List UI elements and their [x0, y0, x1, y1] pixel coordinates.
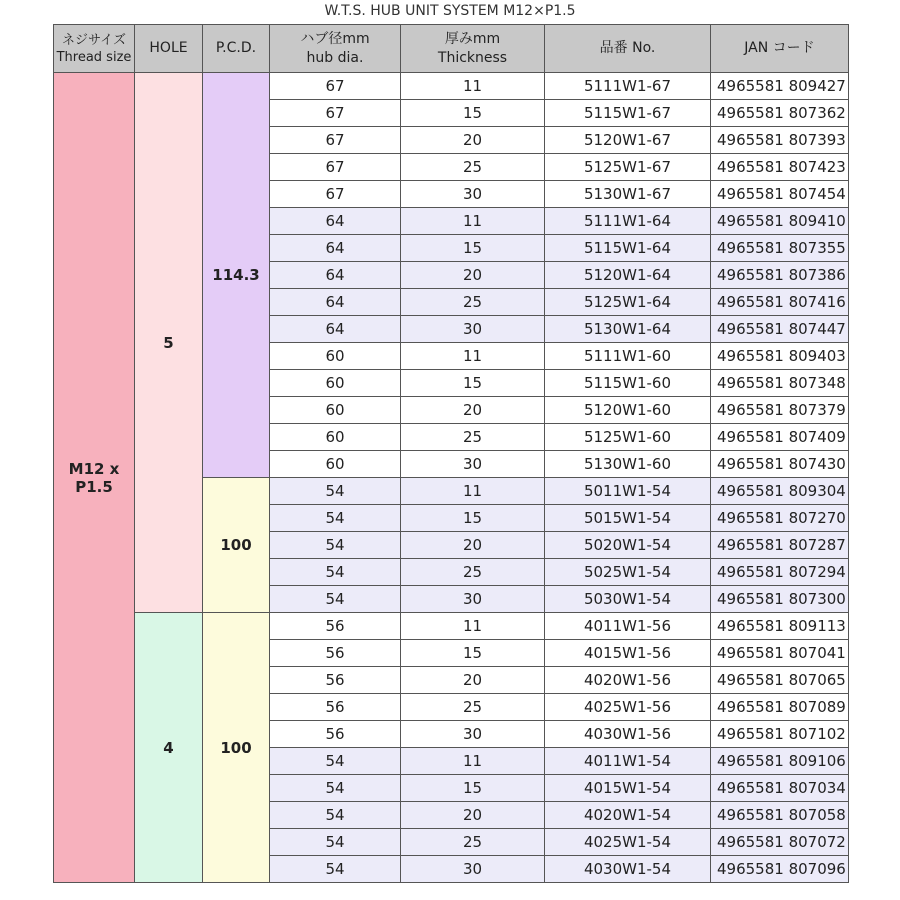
part-no-cell: 5115W1-64	[545, 235, 711, 262]
jan-code-cell: 4965581 807034	[711, 775, 849, 802]
thickness-cell: 11	[401, 343, 545, 370]
hole-cell: 4	[135, 613, 203, 883]
part-no-cell: 5015W1-54	[545, 505, 711, 532]
thickness-cell: 11	[401, 748, 545, 775]
jan-code-cell: 4965581 809304	[711, 478, 849, 505]
part-no-cell: 5130W1-60	[545, 451, 711, 478]
hub-dia-cell: 56	[270, 721, 401, 748]
jan-code-cell: 4965581 807065	[711, 667, 849, 694]
thickness-cell: 25	[401, 289, 545, 316]
thickness-cell: 25	[401, 559, 545, 586]
thickness-cell: 30	[401, 856, 545, 883]
header-pcd: P.C.D.	[203, 25, 270, 73]
thickness-cell: 15	[401, 235, 545, 262]
part-no-cell: 4020W1-56	[545, 667, 711, 694]
hub-dia-cell: 67	[270, 73, 401, 100]
part-no-cell: 4011W1-54	[545, 748, 711, 775]
thickness-cell: 20	[401, 262, 545, 289]
table-row	[54, 73, 849, 100]
thickness-cell: 30	[401, 451, 545, 478]
part-no-cell: 4025W1-54	[545, 829, 711, 856]
table-row	[54, 613, 849, 640]
jan-code-cell: 4965581 807072	[711, 829, 849, 856]
part-no-cell: 5111W1-64	[545, 208, 711, 235]
part-no-cell: 5115W1-60	[545, 370, 711, 397]
thickness-cell: 15	[401, 370, 545, 397]
hub-dia-cell: 60	[270, 451, 401, 478]
hub-dia-cell: 64	[270, 235, 401, 262]
hub-dia-cell: 67	[270, 100, 401, 127]
part-no-cell: 5120W1-67	[545, 127, 711, 154]
jan-code-cell: 4965581 809410	[711, 208, 849, 235]
hub-dia-cell: 64	[270, 289, 401, 316]
jan-code-cell: 4965581 807294	[711, 559, 849, 586]
jan-code-cell: 4965581 807355	[711, 235, 849, 262]
thickness-cell: 20	[401, 802, 545, 829]
header-thread-en: Thread size	[56, 49, 132, 65]
hub-dia-cell: 56	[270, 640, 401, 667]
thickness-cell: 20	[401, 397, 545, 424]
jan-code-cell: 4965581 809113	[711, 613, 849, 640]
jan-code-cell: 4965581 807423	[711, 154, 849, 181]
thickness-cell: 15	[401, 505, 545, 532]
jan-code-cell: 4965581 807386	[711, 262, 849, 289]
thickness-cell: 30	[401, 181, 545, 208]
thickness-cell: 30	[401, 316, 545, 343]
thickness-cell: 25	[401, 694, 545, 721]
thickness-cell: 11	[401, 73, 545, 100]
header-hole: HOLE	[135, 25, 203, 73]
jan-code-cell: 4965581 807416	[711, 289, 849, 316]
header-hub-dia	[270, 25, 401, 73]
pcd-cell: 100	[203, 478, 270, 613]
table-body	[54, 73, 849, 883]
thickness-cell: 30	[401, 721, 545, 748]
thickness-cell: 11	[401, 613, 545, 640]
part-no-cell: 4015W1-54	[545, 775, 711, 802]
part-no-cell: 5111W1-60	[545, 343, 711, 370]
part-no-cell: 5125W1-67	[545, 154, 711, 181]
thickness-cell: 30	[401, 586, 545, 613]
hub-dia-cell: 64	[270, 316, 401, 343]
part-no-cell: 4011W1-56	[545, 613, 711, 640]
part-no-cell: 5130W1-67	[545, 181, 711, 208]
thickness-cell: 20	[401, 127, 545, 154]
jan-code-cell: 4965581 807379	[711, 397, 849, 424]
part-no-cell: 5125W1-60	[545, 424, 711, 451]
jan-code-cell: 4965581 807270	[711, 505, 849, 532]
thickness-cell: 25	[401, 829, 545, 856]
thickness-cell: 15	[401, 640, 545, 667]
part-no-cell: 5120W1-64	[545, 262, 711, 289]
hub-dia-cell: 54	[270, 505, 401, 532]
jan-code-cell: 4965581 809427	[711, 73, 849, 100]
jan-code-cell: 4965581 807430	[711, 451, 849, 478]
header-thick-en: Thickness	[437, 49, 508, 66]
jan-code-cell: 4965581 807393	[711, 127, 849, 154]
hub-dia-cell: 64	[270, 262, 401, 289]
thickness-cell: 11	[401, 208, 545, 235]
hub-dia-cell: 56	[270, 667, 401, 694]
jan-code-cell: 4965581 807287	[711, 532, 849, 559]
jan-code-cell: 4965581 807102	[711, 721, 849, 748]
thickness-cell: 11	[401, 478, 545, 505]
hub-unit-table	[53, 24, 849, 883]
hub-dia-cell: 60	[270, 343, 401, 370]
part-no-cell: 4015W1-56	[545, 640, 711, 667]
part-no-cell: 4030W1-56	[545, 721, 711, 748]
hub-dia-cell: 54	[270, 586, 401, 613]
jan-code-cell: 4965581 807362	[711, 100, 849, 127]
jan-code-cell: 4965581 807300	[711, 586, 849, 613]
thickness-cell: 25	[401, 424, 545, 451]
hub-dia-cell: 56	[270, 694, 401, 721]
part-no-cell: 5120W1-60	[545, 397, 711, 424]
hub-dia-cell: 54	[270, 856, 401, 883]
header-thread-size	[54, 25, 135, 73]
hub-dia-cell: 54	[270, 478, 401, 505]
jan-code-cell: 4965581 807348	[711, 370, 849, 397]
thickness-cell: 15	[401, 100, 545, 127]
thickness-cell: 20	[401, 532, 545, 559]
part-no-cell: 5011W1-54	[545, 478, 711, 505]
part-no-cell: 4030W1-54	[545, 856, 711, 883]
hub-dia-cell: 54	[270, 532, 401, 559]
table-title: W.T.S. HUB UNIT SYSTEM M12×P1.5	[324, 3, 576, 19]
hub-dia-cell: 67	[270, 154, 401, 181]
header-row	[54, 25, 849, 73]
pcd-cell: 114.3	[203, 73, 270, 478]
hub-dia-cell: 54	[270, 829, 401, 856]
hub-dia-cell: 67	[270, 181, 401, 208]
hub-dia-cell: 60	[270, 397, 401, 424]
hub-dia-cell: 60	[270, 424, 401, 451]
part-no-cell: 4020W1-54	[545, 802, 711, 829]
jan-code-cell: 4965581 807409	[711, 424, 849, 451]
jan-code-cell: 4965581 807447	[711, 316, 849, 343]
jan-code-cell: 4965581 809106	[711, 748, 849, 775]
part-no-cell: 5125W1-64	[545, 289, 711, 316]
hub-dia-cell: 54	[270, 802, 401, 829]
hole-cell: 5	[135, 73, 203, 613]
part-no-cell: 5030W1-54	[545, 586, 711, 613]
hub-dia-cell: 60	[270, 370, 401, 397]
header-part-no: 品番 No.	[545, 25, 711, 73]
header-hub-jp: ハブ径mm	[300, 30, 370, 47]
jan-code-cell: 4965581 807041	[711, 640, 849, 667]
thread-size-cell: M12 x P1.5	[54, 73, 135, 883]
hub-dia-cell: 67	[270, 127, 401, 154]
jan-code-cell: 4965581 807454	[711, 181, 849, 208]
hub-dia-cell: 54	[270, 559, 401, 586]
header-thick-jp: 厚みmm	[444, 30, 501, 47]
part-no-cell: 5025W1-54	[545, 559, 711, 586]
hub-dia-cell: 54	[270, 775, 401, 802]
part-no-cell: 5020W1-54	[545, 532, 711, 559]
header-jan-code: JAN コード	[711, 25, 849, 73]
thickness-cell: 25	[401, 154, 545, 181]
header-thread-jp: ネジサイズ	[62, 32, 126, 48]
header-thickness	[401, 25, 545, 73]
hub-dia-cell: 64	[270, 208, 401, 235]
jan-code-cell: 4965581 807058	[711, 802, 849, 829]
jan-code-cell: 4965581 807096	[711, 856, 849, 883]
pcd-cell: 100	[203, 613, 270, 883]
header-hub-en: hub dia.	[306, 49, 364, 66]
hub-dia-cell: 56	[270, 613, 401, 640]
part-no-cell: 5130W1-64	[545, 316, 711, 343]
part-no-cell: 5115W1-67	[545, 100, 711, 127]
part-no-cell: 5111W1-67	[545, 73, 711, 100]
hub-dia-cell: 54	[270, 748, 401, 775]
jan-code-cell: 4965581 809403	[711, 343, 849, 370]
thickness-cell: 15	[401, 775, 545, 802]
jan-code-cell: 4965581 807089	[711, 694, 849, 721]
part-no-cell: 4025W1-56	[545, 694, 711, 721]
thickness-cell: 20	[401, 667, 545, 694]
